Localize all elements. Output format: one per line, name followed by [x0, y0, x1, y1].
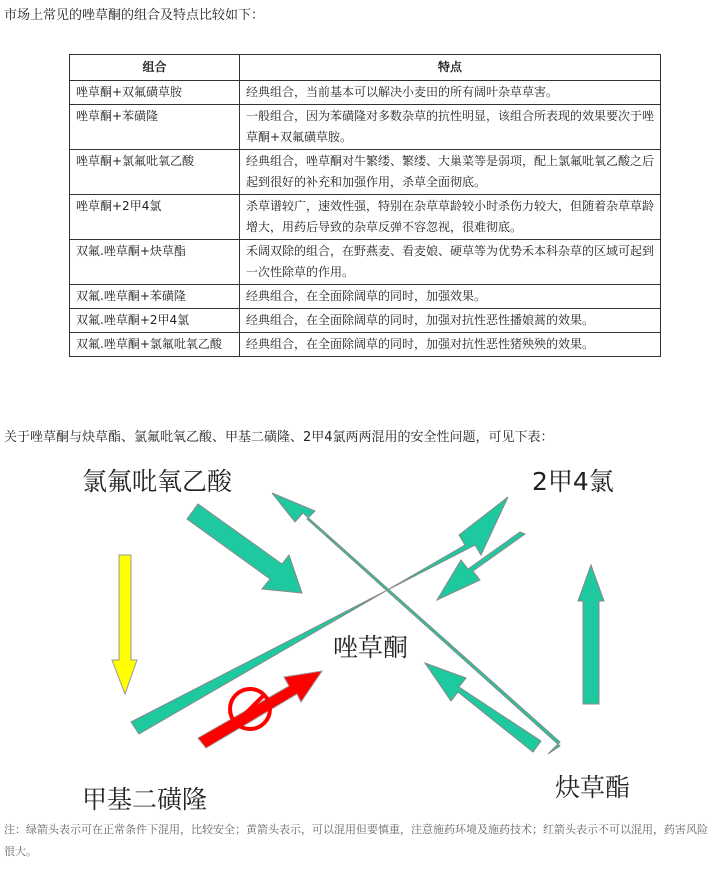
yellow-arrow-down — [112, 555, 137, 694]
green-arrow-clodinafop-to-fluroxypyr — [272, 493, 560, 754]
feature-cell: 一般组合，因为苯磺隆对多数杂草的抗性明显，该组合所表现的效果要次于唑草酮+双氟磺草胺。 — [240, 105, 661, 150]
label-mcpa: 2甲4氯 — [532, 467, 614, 496]
column-header-features: 特点 — [240, 55, 661, 81]
label-fluroxypyr: 氯氟吡氧乙酸 — [82, 467, 233, 496]
intro-text: 市场上常见的唑草酮的组合及特点比较如下： — [4, 8, 265, 23]
label-clodinafop: 炔草酯 — [555, 773, 631, 802]
combination-cell: 唑草酮+氯氟吡氧乙酸 — [70, 150, 240, 195]
label-carfentrazone: 唑草酮 — [333, 633, 409, 662]
combination-cell: 唑草酮+苯磺隆 — [70, 105, 240, 150]
combination-cell: 双氟.唑草酮+炔草酯 — [70, 240, 240, 285]
combination-cell: 双氟.唑草酮+氯氟吡氧乙酸 — [70, 333, 240, 357]
feature-cell: 经典组合，当前基本可以解决小麦田的所有阔叶杂草草害。 — [240, 81, 661, 105]
column-header-combination: 组合 — [70, 55, 240, 81]
diagram-intro-text: 关于唑草酮与炔草酯、氯氟吡氧乙酸、甲基二磺隆、2甲4氯两两混用的安全性问题，可见下表： — [4, 430, 554, 445]
feature-cell: 经典组合，在全面除阔草的同时，加强对抗性恶性猪殃殃的效果。 — [240, 333, 661, 357]
combination-cell: 唑草酮+双氟磺草胺 — [70, 81, 240, 105]
feature-cell: 经典组合，唑草酮对牛繁缕、繁缕、大巢菜等是弱项，配上氯氟吡氧乙酸之后起到很好的补充和加强作用，杀草全面彻底。 — [240, 150, 661, 195]
label-mesosulfuron: 甲基二磺隆 — [82, 785, 208, 814]
green-arrow-fluroxypyr-to-center — [187, 504, 302, 593]
feature-cell: 经典组合，在全面除阔草的同时，加强效果。 — [240, 285, 661, 309]
feature-cell: 杀草谱较广，速效性强，特别在杂草草龄较小时杀伤力较大，但随着杂草草龄增大，用药后导致的杂草反弹不容忽视，很难彻底。 — [240, 195, 661, 240]
combination-cell: 唑草酮+2甲4氯 — [70, 195, 240, 240]
green-arrow-vertical-up — [578, 565, 604, 704]
combination-cell: 双氟.唑草酮+苯磺隆 — [70, 285, 240, 309]
feature-cell: 禾阔双除的组合，在野燕麦、看麦娘、硬草等为优势禾本科杂草的区域可起到一次性除草的作用。 — [240, 240, 661, 285]
legend-note: 注：绿箭头表示可在正常条件下混用，比较安全；黄箭头表示，可以混用但要慎重，注意施药环境及施药技术；红箭头表示不可以混用，药害风险很大。 — [4, 823, 708, 858]
feature-cell: 经典组合，在全面除阔草的同时，加强对抗性恶性播娘蒿的效果。 — [240, 309, 661, 333]
combination-cell: 双氟.唑草酮+2甲4氯 — [70, 309, 240, 333]
